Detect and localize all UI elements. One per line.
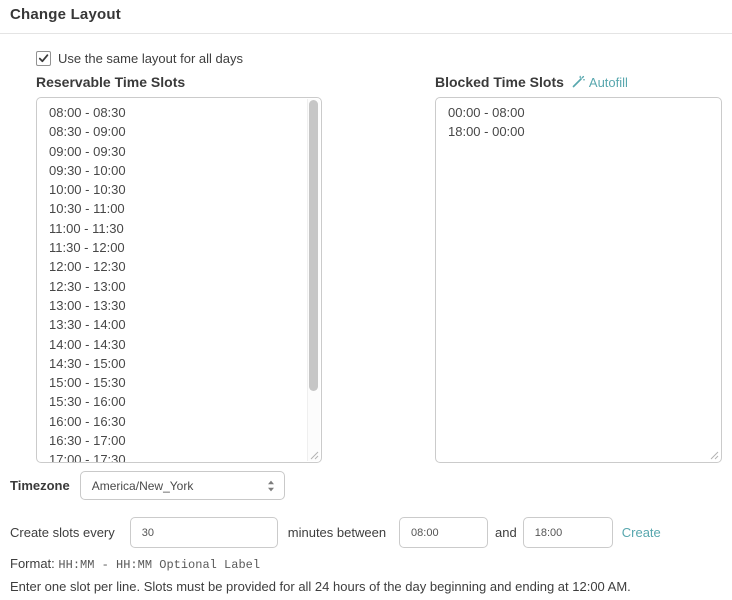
- same-layout-checkbox[interactable]: [36, 51, 51, 66]
- timezone-selected-value: America/New_York: [91, 478, 194, 493]
- blocked-slots-textarea[interactable]: [435, 97, 722, 463]
- page-title: Change Layout: [10, 6, 121, 23]
- same-layout-label: Use the same layout for all days: [58, 51, 243, 66]
- blocked-header: [435, 74, 628, 90]
- same-layout-checkbox-row[interactable]: [36, 51, 243, 66]
- create-link[interactable]: Create: [621, 525, 661, 540]
- reservable-label: Reservable Time Slots: [36, 74, 186, 90]
- magic-wand-icon: [571, 75, 585, 89]
- format-code: HH:MM - HH:MM Optional Label: [58, 558, 261, 572]
- create-slots-row: [10, 517, 661, 548]
- select-arrows-icon: [267, 479, 275, 493]
- format-label: Format:: [10, 556, 55, 571]
- reservable-header: [36, 74, 185, 90]
- resize-handle-icon[interactable]: [310, 451, 319, 460]
- resize-handle-icon[interactable]: [710, 451, 719, 460]
- header-divider: [0, 33, 732, 34]
- timezone-row: [10, 471, 285, 500]
- autofill-link[interactable]: [571, 75, 628, 90]
- checkmark-icon: [38, 53, 49, 64]
- minutes-between-label: minutes between: [287, 525, 387, 540]
- blocked-textarea-wrap: [435, 97, 722, 463]
- reservable-scrollbar-track[interactable]: [307, 99, 320, 461]
- interval-input[interactable]: [130, 517, 278, 548]
- and-label: and: [495, 525, 517, 540]
- timezone-select[interactable]: [80, 471, 285, 500]
- start-time-input[interactable]: [399, 517, 488, 548]
- reservable-slots-textarea[interactable]: [36, 97, 322, 463]
- reservable-scrollbar-thumb[interactable]: [309, 100, 318, 391]
- slots-note: Enter one slot per line. Slots must be provided for all 24 hours of the day beginning and ending at 12:00 AM.: [10, 579, 631, 594]
- format-help-line: [10, 556, 260, 572]
- reservable-textarea-wrap: [36, 97, 322, 463]
- timezone-label: Timezone: [10, 478, 70, 493]
- autofill-label: Autofill: [588, 74, 628, 90]
- blocked-label: Blocked Time Slots: [435, 74, 564, 90]
- create-slots-prefix-label: Create slots every: [10, 525, 115, 540]
- end-time-input[interactable]: [523, 517, 613, 548]
